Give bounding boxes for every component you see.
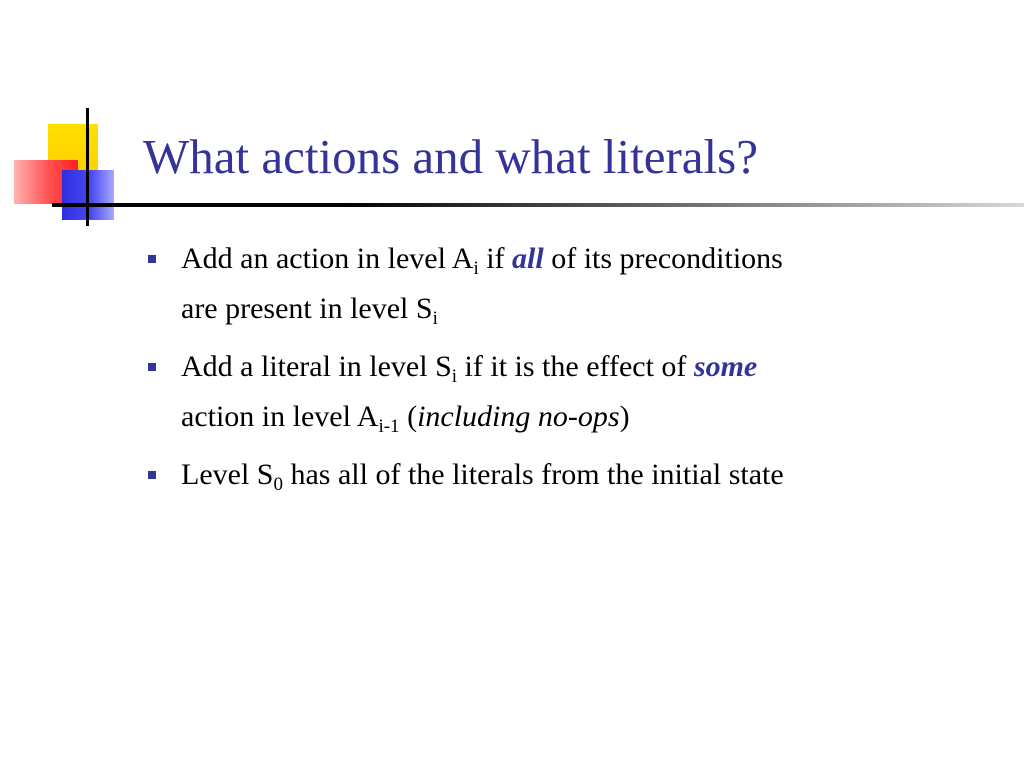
bullet-list <box>140 234 1010 508</box>
emphasis-text: some <box>693 350 758 383</box>
bullet-item-3 <box>140 450 1010 500</box>
slide-title: What actions and what literals? <box>143 129 758 184</box>
bullet-marker-icon <box>148 363 156 371</box>
bullet-1-line-1 <box>181 234 1010 284</box>
text-run: ( <box>399 400 418 433</box>
bullet-3-line-1 <box>181 450 1010 500</box>
text-run: of its preconditions <box>543 242 783 275</box>
text-run: are present in level S <box>181 292 433 325</box>
text-run: if <box>478 242 513 275</box>
subscript: 0 <box>273 474 283 495</box>
bullet-2-line-1 <box>181 342 1010 392</box>
text-run: ) <box>619 400 630 433</box>
text-run: Add a literal in level S <box>181 350 452 383</box>
subscript: i <box>451 366 458 387</box>
text-run: action in level A <box>181 400 379 433</box>
text-run: Level S <box>181 458 274 491</box>
bullet-marker-icon <box>148 255 156 263</box>
bullet-marker-icon <box>148 471 156 479</box>
subscript: i <box>432 308 438 329</box>
title-underline <box>52 203 1024 207</box>
bullet-item-1 <box>140 234 1010 334</box>
bullet-item-2 <box>140 342 1010 442</box>
bullet-2-line-2 <box>181 392 1010 442</box>
text-run: has all of the literals from the initial state <box>282 458 784 491</box>
bullet-1-line-2 <box>181 284 1010 334</box>
text-run: if it is the effect of <box>457 350 694 383</box>
logo-vertical-line <box>86 108 89 226</box>
emphasis-text: all <box>512 242 544 275</box>
text-run: Add an action in level A <box>181 242 474 275</box>
slide-logo <box>0 0 140 230</box>
subscript: i <box>473 258 479 279</box>
italic-text: including no-ops <box>417 400 620 433</box>
subscript: i-1 <box>378 416 400 437</box>
